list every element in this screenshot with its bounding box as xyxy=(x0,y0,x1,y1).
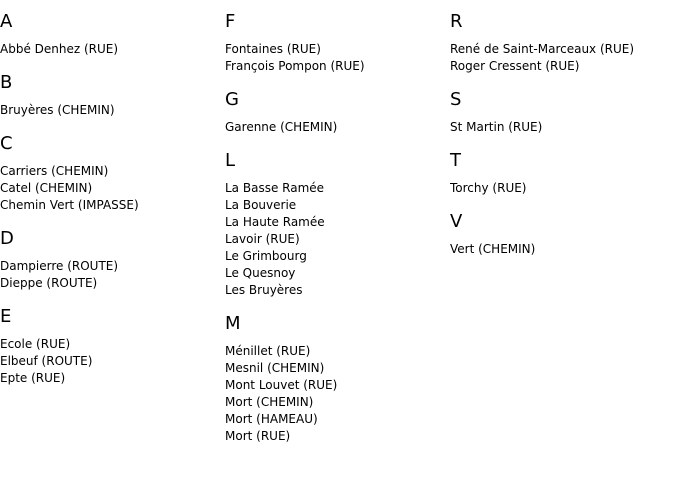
street-item[interactable]: Vert (CHEMIN) xyxy=(450,242,536,256)
street-item[interactable]: Chemin Vert (IMPASSE) xyxy=(0,198,139,212)
street-item[interactable]: Ménillet (RUE) xyxy=(225,344,311,358)
street-item[interactable]: Ecole (RUE) xyxy=(0,337,71,351)
street-item[interactable]: Mont Louvet (RUE) xyxy=(225,378,338,392)
letter-group-l xyxy=(225,150,445,299)
letter-group-c xyxy=(0,133,220,214)
column-2 xyxy=(225,0,445,445)
street-list xyxy=(225,119,445,136)
letter-group-m xyxy=(225,313,445,445)
street-list xyxy=(0,258,220,292)
street-item[interactable]: Dampierre (ROUTE) xyxy=(0,259,119,273)
street-list xyxy=(225,41,445,75)
street-list xyxy=(450,119,670,136)
street-list xyxy=(0,163,220,214)
street-item[interactable]: Mort (CHEMIN) xyxy=(225,395,314,409)
street-item[interactable]: La Basse Ramée xyxy=(225,181,325,195)
street-item[interactable]: Lavoir (RUE) xyxy=(225,232,300,246)
street-item[interactable]: Mesnil (CHEMIN) xyxy=(225,361,325,375)
street-item[interactable]: Torchy (RUE) xyxy=(450,181,527,195)
street-item[interactable]: René de Saint-Marceaux (RUE) xyxy=(450,42,635,56)
letter-group-t xyxy=(450,150,670,197)
street-list xyxy=(0,41,220,58)
column-3 xyxy=(450,0,670,258)
letter-heading: V xyxy=(450,211,463,232)
street-list xyxy=(450,41,670,75)
street-item[interactable]: Dieppe (ROUTE) xyxy=(0,276,98,290)
street-item[interactable]: Le Grimbourg xyxy=(225,249,307,263)
letter-heading: L xyxy=(225,150,236,171)
street-item[interactable]: Elbeuf (ROUTE) xyxy=(0,354,93,368)
street-item[interactable]: St Martin (RUE) xyxy=(450,120,543,134)
letter-heading: S xyxy=(450,89,462,110)
street-item[interactable]: Garenne (CHEMIN) xyxy=(225,120,338,134)
letter-heading: B xyxy=(0,72,13,93)
letter-group-e xyxy=(0,306,220,387)
letter-group-r xyxy=(450,11,670,75)
letter-group-d xyxy=(0,228,220,292)
letter-heading: M xyxy=(225,313,241,334)
letter-heading: R xyxy=(450,11,463,32)
street-item[interactable]: Mort (RUE) xyxy=(225,429,291,443)
street-item[interactable]: La Haute Ramée xyxy=(225,215,325,229)
street-item[interactable]: Epte (RUE) xyxy=(0,371,66,385)
letter-heading: D xyxy=(0,228,14,249)
street-list xyxy=(0,336,220,387)
street-item[interactable]: Fontaines (RUE) xyxy=(225,42,321,56)
street-item[interactable]: Bruyères (CHEMIN) xyxy=(0,103,115,117)
street-item[interactable]: Abbé Denhez (RUE) xyxy=(0,42,119,56)
letter-heading: C xyxy=(0,133,13,154)
street-item[interactable]: La Bouverie xyxy=(225,198,297,212)
street-list xyxy=(225,180,445,299)
letter-group-s xyxy=(450,89,670,136)
street-list xyxy=(0,102,220,119)
street-item[interactable]: Carriers (CHEMIN) xyxy=(0,164,109,178)
street-list xyxy=(450,180,670,197)
street-item[interactable]: Catel (CHEMIN) xyxy=(0,181,93,195)
letter-group-v xyxy=(450,211,670,258)
column-1 xyxy=(0,0,220,387)
street-item[interactable]: François Pompon (RUE) xyxy=(225,59,365,73)
letter-heading: E xyxy=(0,306,12,327)
letter-group-a xyxy=(0,11,220,58)
street-item[interactable]: Roger Cressent (RUE) xyxy=(450,59,580,73)
letter-group-g xyxy=(225,89,445,136)
letter-heading: T xyxy=(450,150,461,171)
letter-group-f xyxy=(225,11,445,75)
street-item[interactable]: Mort (HAMEAU) xyxy=(225,412,318,426)
street-item[interactable]: Le Quesnoy xyxy=(225,266,296,280)
street-item[interactable]: Les Bruyères xyxy=(225,283,303,297)
letter-heading: F xyxy=(225,11,236,32)
street-list xyxy=(450,241,670,258)
street-list xyxy=(225,343,445,445)
letter-heading: A xyxy=(0,11,13,32)
letter-group-b xyxy=(0,72,220,119)
letter-heading: G xyxy=(225,89,239,110)
